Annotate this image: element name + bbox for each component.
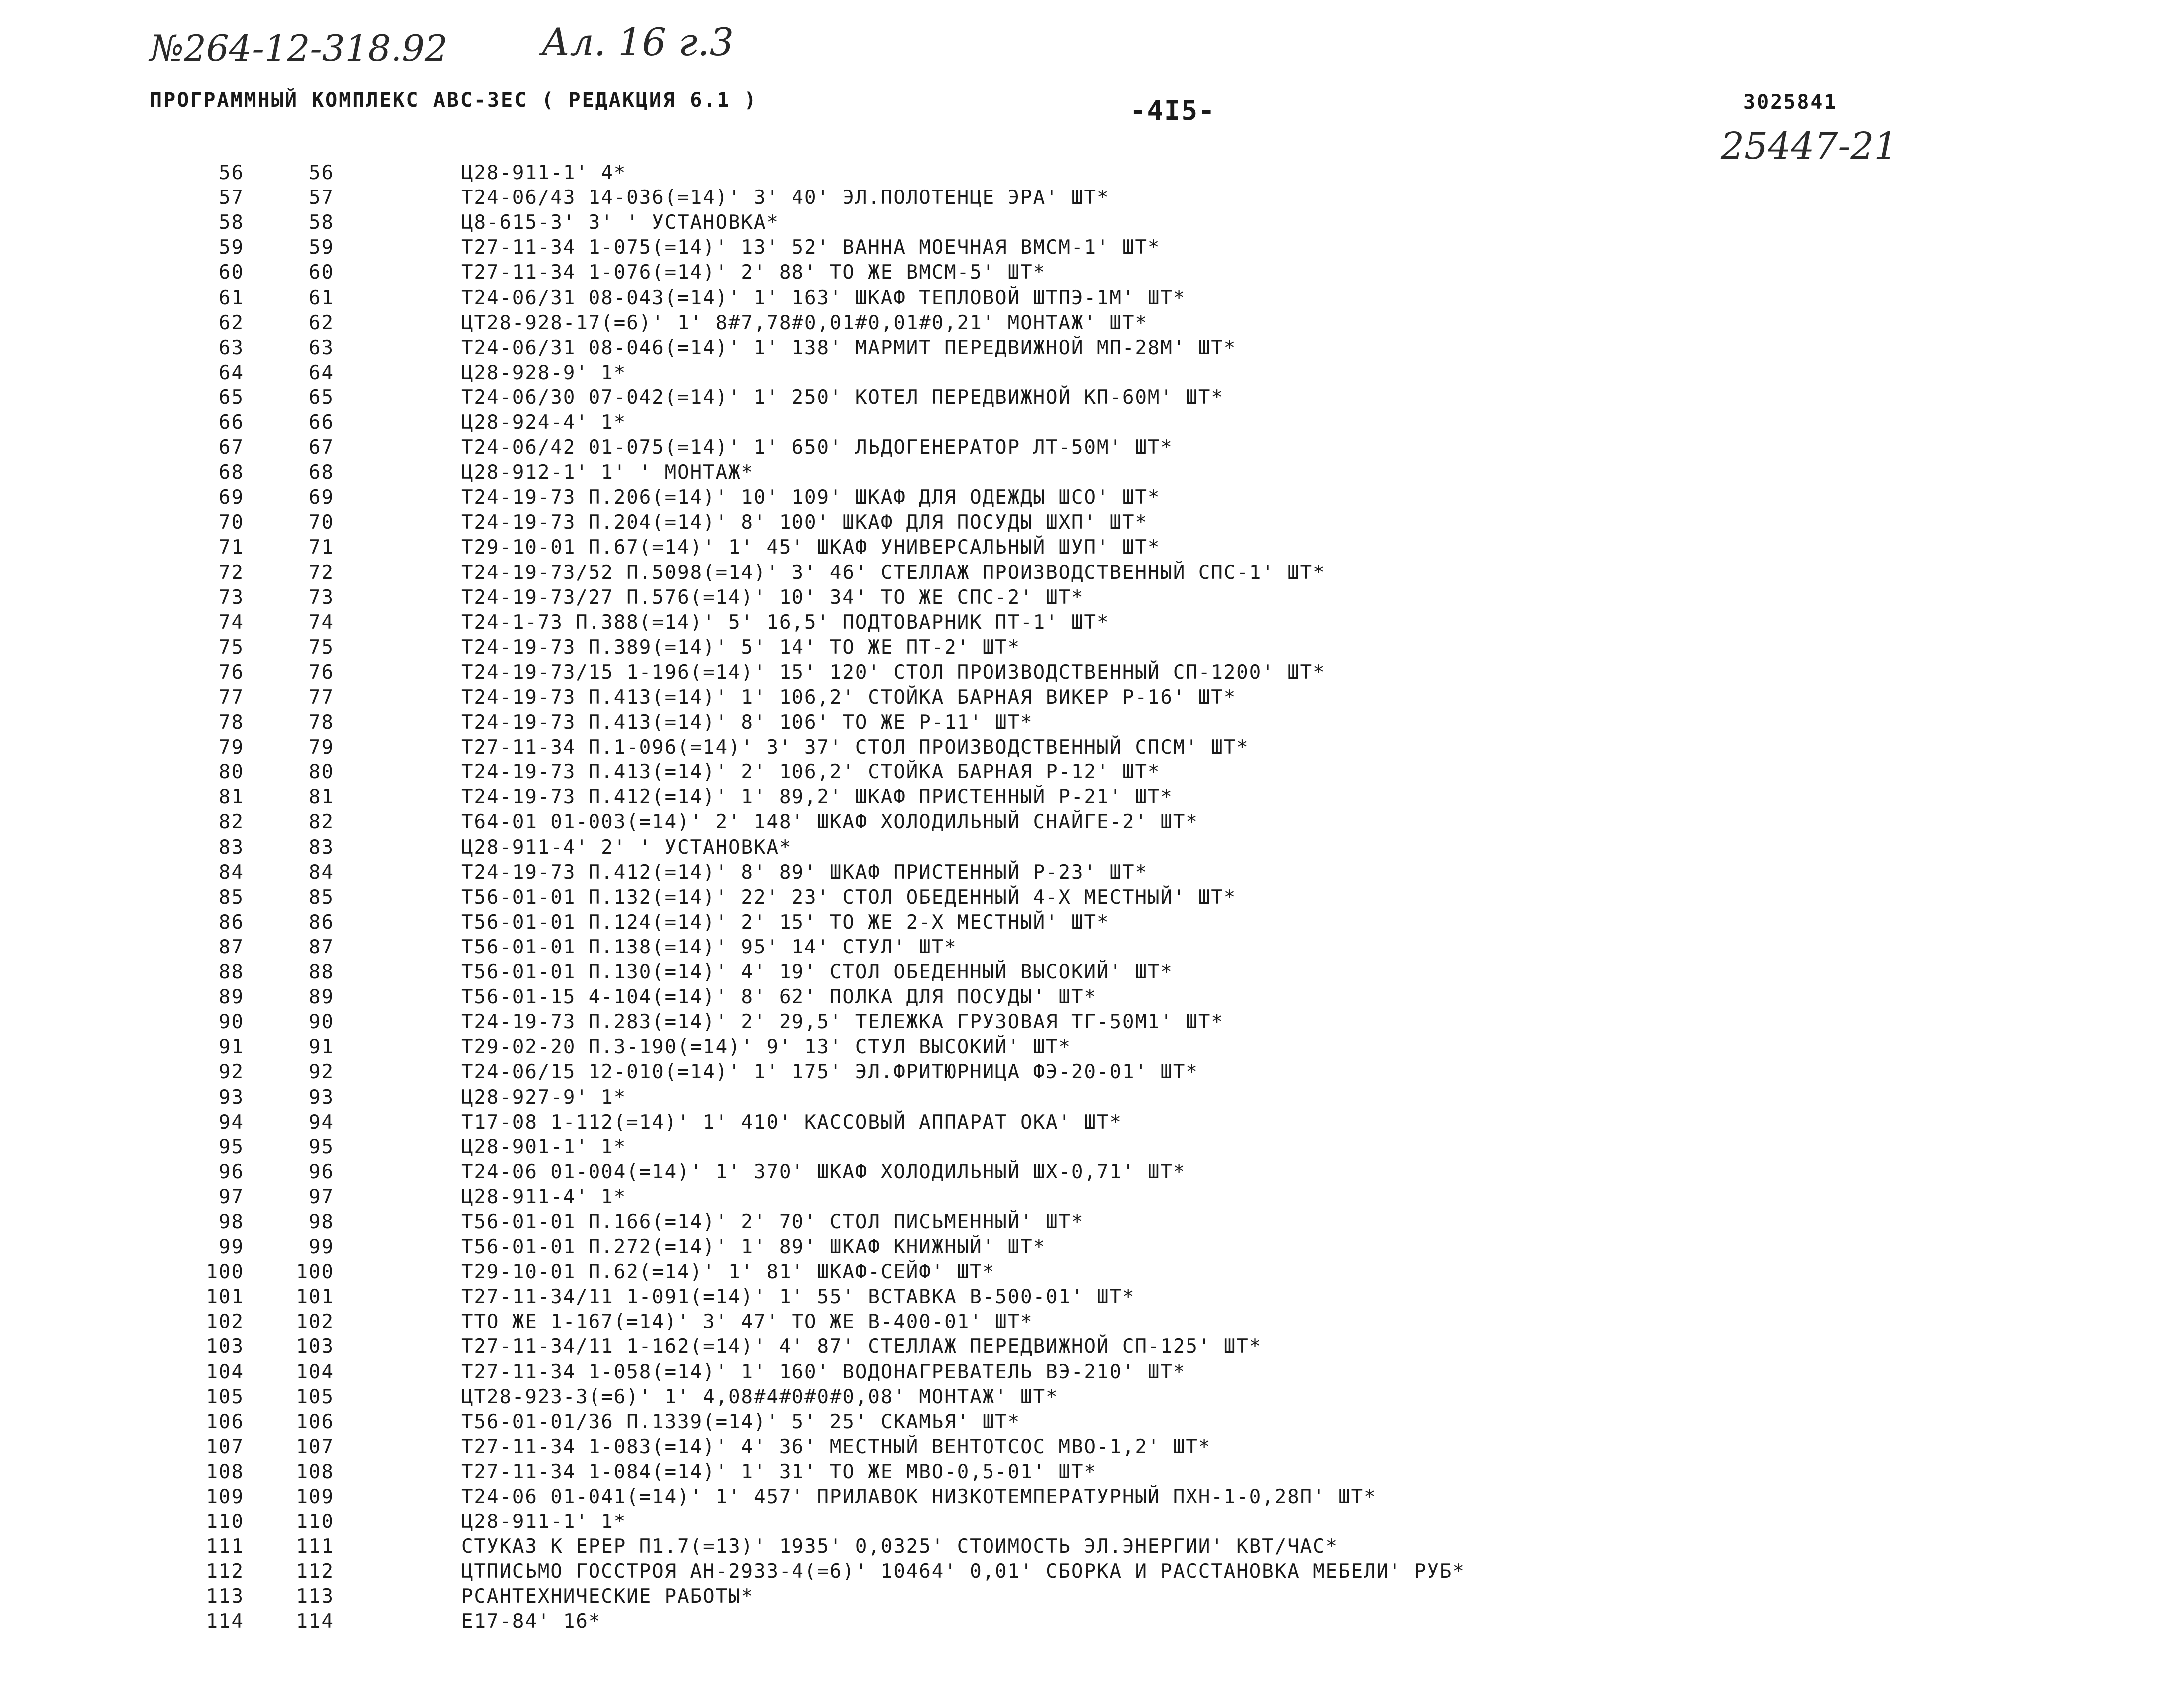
row-text: Т27-11-34 1-075(=14)' 13' 52' ВАННА МОЕЧНАЯ ВМСМ-1' ШТ* bbox=[461, 236, 1161, 259]
row-number-repeat: 81 bbox=[309, 786, 334, 809]
handwritten-code: 25447-21 bbox=[1721, 125, 1898, 168]
row-number: 73 bbox=[219, 586, 244, 609]
row-text: Т24-19-73 П.413(=14)' 8' 106' ТО ЖЕ Р-11' ШТ* bbox=[461, 711, 1033, 734]
table-row bbox=[199, 210, 2145, 235]
row-number-repeat: 112 bbox=[296, 1560, 334, 1583]
row-number: 100 bbox=[206, 1261, 244, 1284]
row-number-repeat: 113 bbox=[296, 1585, 334, 1608]
row-number-repeat: 98 bbox=[309, 1210, 334, 1233]
row-number-repeat: 78 bbox=[309, 711, 334, 734]
table-row bbox=[199, 510, 2145, 535]
row-number-repeat: 108 bbox=[296, 1460, 334, 1483]
table-row bbox=[199, 1110, 2145, 1135]
row-number: 98 bbox=[219, 1210, 244, 1233]
row-text: Т27-11-34 П.1-096(=14)' 3' 37' СТОЛ ПРОИЗВОДСТВЕННЫЙ СПСМ' ШТ* bbox=[461, 736, 1249, 759]
row-number-repeat: 58 bbox=[309, 211, 334, 234]
row-text: Т56-01-01 П.138(=14)' 95' 14' СТУЛ' ШТ* bbox=[461, 936, 957, 958]
table-row bbox=[199, 285, 2145, 310]
row-text: СТУКАЗ К ЕРЕР П1.7(=13)' 1935' 0,0325' СТОИМОСТЬ ЭЛ.ЭНЕРГИИ' КВТ/ЧАС* bbox=[461, 1535, 1339, 1558]
row-number-repeat: 104 bbox=[296, 1360, 334, 1383]
row-number: 93 bbox=[219, 1086, 244, 1109]
row-number: 66 bbox=[219, 411, 244, 434]
row-number: 99 bbox=[219, 1236, 244, 1259]
table-row bbox=[199, 561, 2145, 585]
row-number: 104 bbox=[206, 1360, 244, 1383]
row-number: 78 bbox=[219, 711, 244, 734]
row-number: 105 bbox=[206, 1385, 244, 1408]
row-number: 114 bbox=[206, 1610, 244, 1633]
table-row bbox=[199, 885, 2145, 910]
row-text: Т56-01-01 П.124(=14)' 2' 15' ТО ЖЕ 2-Х МЕСТНЫЙ' ШТ* bbox=[461, 911, 1110, 934]
row-number: 84 bbox=[219, 861, 244, 884]
table-row bbox=[199, 960, 2145, 985]
row-number: 82 bbox=[219, 811, 244, 834]
table-row bbox=[199, 860, 2145, 885]
table-row bbox=[199, 610, 2145, 635]
row-text: Ц28-911-1' 1* bbox=[461, 1511, 627, 1533]
row-number-repeat: 110 bbox=[296, 1511, 334, 1533]
row-text: Ц28-911-1' 4* bbox=[461, 162, 627, 185]
table-row bbox=[199, 735, 2145, 760]
row-number-repeat: 72 bbox=[309, 561, 334, 584]
row-text: Т27-11-34 1-084(=14)' 1' 31' ТО ЖЕ МВО-0,5-01' ШТ* bbox=[461, 1460, 1097, 1483]
row-text: ЦТ28-923-3(=6)' 1' 4,08#4#0#0#0,08' МОНТАЖ' ШТ* bbox=[461, 1385, 1059, 1408]
table-row bbox=[199, 460, 2145, 485]
row-number-repeat: 71 bbox=[309, 536, 334, 559]
row-text: Т27-11-34/11 1-091(=14)' 1' 55' ВСТАВКА В-500-01' ШТ* bbox=[461, 1286, 1135, 1309]
row-number: 80 bbox=[219, 761, 244, 784]
row-number: 96 bbox=[219, 1160, 244, 1183]
row-number: 111 bbox=[206, 1535, 244, 1558]
row-number-repeat: 85 bbox=[309, 886, 334, 909]
table-row bbox=[199, 635, 2145, 660]
row-number-repeat: 99 bbox=[309, 1236, 334, 1259]
row-number-repeat: 83 bbox=[309, 836, 334, 859]
row-number-repeat: 94 bbox=[309, 1111, 334, 1134]
row-number: 92 bbox=[219, 1061, 244, 1084]
row-text: Т24-19-73 П.204(=14)' 8' 100' ШКАФ ДЛЯ ПОСУДЫ ШХП' ШТ* bbox=[461, 511, 1148, 534]
row-text: Т24-19-73 П.413(=14)' 2' 106,2' СТОЙКА БАРНАЯ Р-12' ШТ* bbox=[461, 761, 1161, 784]
row-text: Т24-19-73 П.206(=14)' 10' 109' ШКАФ ДЛЯ ОДЕЖДЫ ШСО' ШТ* bbox=[461, 486, 1161, 509]
table-row bbox=[199, 660, 2145, 685]
row-number: 112 bbox=[206, 1560, 244, 1583]
row-text: Т24-06/31 08-043(=14)' 1' 163' ШКАФ ТЕПЛОВОЙ ШТПЭ-1М' ШТ* bbox=[461, 286, 1186, 309]
row-text: РСАНТЕХНИЧЕСКИЕ РАБОТЫ* bbox=[461, 1585, 754, 1608]
row-number: 74 bbox=[219, 611, 244, 634]
row-text: Т24-19-73 П.389(=14)' 5' 14' ТО ЖЕ ПТ-2' ШТ* bbox=[461, 636, 1021, 659]
row-text: Т27-11-34 1-083(=14)' 4' 36' МЕСТНЫЙ ВЕНТОТСОС МВО-1,2' ШТ* bbox=[461, 1435, 1211, 1458]
row-text: Т29-10-01 П.67(=14)' 1' 45' ШКАФ УНИВЕРСАЛЬНЫЙ ШУП' ШТ* bbox=[461, 536, 1161, 559]
table-row bbox=[199, 1609, 2145, 1634]
row-number-repeat: 93 bbox=[309, 1086, 334, 1109]
program-title: ПРОГРАММНЫЙ КОМПЛЕКС АВС-3ЕС ( РЕДАКЦИЯ 6.1 ) bbox=[150, 89, 758, 112]
row-number: 72 bbox=[219, 561, 244, 584]
row-text: Т29-02-20 П.3-190(=14)' 9' 13' СТУЛ ВЫСОКИЙ' ШТ* bbox=[461, 1036, 1072, 1059]
row-text: Т24-19-73/27 П.576(=14)' 10' 34' ТО ЖЕ СПС-2' ШТ* bbox=[461, 586, 1084, 609]
table-row bbox=[199, 1385, 2145, 1410]
row-number: 63 bbox=[219, 336, 244, 359]
handwritten-sheet-mark: Ал. 16 г.3 bbox=[541, 20, 734, 64]
row-number-repeat: 87 bbox=[309, 936, 334, 958]
row-number-repeat: 86 bbox=[309, 911, 334, 934]
row-text: Ц28-911-4' 1* bbox=[461, 1185, 627, 1208]
row-text: Т24-19-73 П.412(=14)' 1' 89,2' ШКАФ ПРИСТЕННЫЙ Р-21' ШТ* bbox=[461, 786, 1173, 809]
row-number-repeat: 109 bbox=[296, 1486, 334, 1509]
row-number: 109 bbox=[206, 1486, 244, 1509]
listing-table bbox=[199, 161, 2145, 1635]
row-text: Т24-06 01-004(=14)' 1' 370' ШКАФ ХОЛОДИЛЬНЫЙ ШХ-0,71' ШТ* bbox=[461, 1160, 1186, 1183]
table-row bbox=[199, 585, 2145, 610]
table-row bbox=[199, 1160, 2145, 1185]
row-text: Т24-19-73 П.283(=14)' 2' 29,5' ТЕЛЕЖКА ГРУЗОВАЯ ТГ-50М1' ШТ* bbox=[461, 1011, 1224, 1034]
row-text: ЦТ28-928-17(=6)' 1' 8#7,78#0,01#0,01#0,21' МОНТАЖ' ШТ* bbox=[461, 311, 1148, 334]
table-row bbox=[199, 1534, 2145, 1559]
row-number-repeat: 103 bbox=[296, 1335, 334, 1358]
row-number: 89 bbox=[219, 986, 244, 1009]
row-number-repeat: 74 bbox=[309, 611, 334, 634]
table-row bbox=[199, 810, 2145, 835]
table-row bbox=[199, 1210, 2145, 1235]
row-number: 57 bbox=[219, 187, 244, 209]
row-number-repeat: 82 bbox=[309, 811, 334, 834]
row-number: 94 bbox=[219, 1111, 244, 1134]
table-row bbox=[199, 1035, 2145, 1060]
table-row bbox=[199, 485, 2145, 510]
row-text: Т24-19-73 П.413(=14)' 1' 106,2' СТОЙКА БАРНАЯ ВИКЕР Р-16' ШТ* bbox=[461, 686, 1237, 709]
row-number-repeat: 75 bbox=[309, 636, 334, 659]
row-number-repeat: 67 bbox=[309, 436, 334, 459]
row-number-repeat: 66 bbox=[309, 411, 334, 434]
table-row bbox=[199, 336, 2145, 361]
row-number: 110 bbox=[206, 1511, 244, 1533]
row-number-repeat: 114 bbox=[296, 1610, 334, 1633]
row-number-repeat: 77 bbox=[309, 686, 334, 709]
table-row bbox=[199, 311, 2145, 336]
row-number-repeat: 95 bbox=[309, 1136, 334, 1158]
row-text: Т56-01-01 П.132(=14)' 22' 23' СТОЛ ОБЕДЕННЫЙ 4-Х МЕСТНЫЙ' ШТ* bbox=[461, 886, 1237, 909]
table-row bbox=[199, 1135, 2145, 1160]
row-number: 68 bbox=[219, 461, 244, 484]
row-number: 69 bbox=[219, 486, 244, 509]
row-number: 76 bbox=[219, 661, 244, 684]
row-number: 88 bbox=[219, 961, 244, 984]
table-row bbox=[199, 710, 2145, 735]
row-number: 95 bbox=[219, 1136, 244, 1158]
table-row bbox=[199, 785, 2145, 810]
table-row bbox=[199, 1334, 2145, 1359]
document-code: 3025841 bbox=[1743, 91, 1838, 114]
table-row bbox=[199, 760, 2145, 785]
row-number-repeat: 90 bbox=[309, 1011, 334, 1034]
row-number-repeat: 84 bbox=[309, 861, 334, 884]
table-row bbox=[199, 535, 2145, 560]
row-text: Т56-01-01 П.272(=14)' 1' 89' ШКАФ КНИЖНЫЙ' ШТ* bbox=[461, 1236, 1046, 1259]
row-number-repeat: 101 bbox=[296, 1286, 334, 1309]
table-row bbox=[199, 1510, 2145, 1534]
table-row bbox=[199, 1285, 2145, 1310]
row-number: 97 bbox=[219, 1185, 244, 1208]
row-text: Т24-06/15 12-010(=14)' 1' 175' ЭЛ.ФРИТЮРНИЦА ФЭ-20-01' ШТ* bbox=[461, 1061, 1198, 1084]
row-text: Т27-11-34 1-058(=14)' 1' 160' ВОДОНАГРЕВАТЕЛЬ ВЭ-210' ШТ* bbox=[461, 1360, 1186, 1383]
table-row bbox=[199, 910, 2145, 935]
row-number-repeat: 111 bbox=[296, 1535, 334, 1558]
row-number: 103 bbox=[206, 1335, 244, 1358]
row-text: Т24-06/42 01-075(=14)' 1' 650' ЛЬДОГЕНЕРАТОР ЛТ-50М' ШТ* bbox=[461, 436, 1173, 459]
row-number: 108 bbox=[206, 1460, 244, 1483]
row-text: Ц28-911-4' 2' ' УСТАНОВКА* bbox=[461, 836, 792, 859]
row-number: 61 bbox=[219, 286, 244, 309]
row-number: 75 bbox=[219, 636, 244, 659]
table-row bbox=[199, 385, 2145, 410]
table-row bbox=[199, 1235, 2145, 1260]
row-number-repeat: 61 bbox=[309, 286, 334, 309]
row-number: 113 bbox=[206, 1585, 244, 1608]
row-number-repeat: 79 bbox=[309, 736, 334, 759]
row-text: Ц28-928-9' 1* bbox=[461, 361, 627, 384]
row-number-repeat: 65 bbox=[309, 386, 334, 409]
row-text: Т24-19-73/15 1-196(=14)' 15' 120' СТОЛ ПРОИЗВОДСТВЕННЫЙ СП-1200' ШТ* bbox=[461, 661, 1326, 684]
row-number-repeat: 60 bbox=[309, 261, 334, 284]
row-number-repeat: 102 bbox=[296, 1311, 334, 1333]
table-row bbox=[199, 186, 2145, 210]
row-number: 71 bbox=[219, 536, 244, 559]
row-number: 62 bbox=[219, 311, 244, 334]
row-number: 79 bbox=[219, 736, 244, 759]
row-number: 102 bbox=[206, 1311, 244, 1333]
table-row bbox=[199, 1584, 2145, 1609]
row-number-repeat: 70 bbox=[309, 511, 334, 534]
table-row bbox=[199, 361, 2145, 385]
row-text: Т24-19-73/52 П.5098(=14)' 3' 46' СТЕЛЛАЖ ПРОИЗВОДСТВЕННЫЙ СПС-1' ШТ* bbox=[461, 561, 1326, 584]
row-number-repeat: 106 bbox=[296, 1410, 334, 1433]
row-text: Т24-1-73 П.388(=14)' 5' 16,5' ПОДТОВАРНИК ПТ-1' ШТ* bbox=[461, 611, 1110, 634]
handwritten-document-number: №264-12-318.92 bbox=[150, 27, 448, 69]
row-text: Т64-01 01-003(=14)' 2' 148' ШКАФ ХОЛОДИЛЬНЫЙ СНАЙГЕ-2' ШТ* bbox=[461, 811, 1198, 834]
table-row bbox=[199, 410, 2145, 435]
row-number-repeat: 56 bbox=[309, 162, 334, 185]
row-text: ТТО ЖЕ 1-167(=14)' 3' 47' ТО ЖЕ В-400-01' ШТ* bbox=[461, 1311, 1033, 1333]
table-row bbox=[199, 1060, 2145, 1085]
row-number-repeat: 88 bbox=[309, 961, 334, 984]
row-text: Т24-06/43 14-036(=14)' 3' 40' ЭЛ.ПОЛОТЕНЦЕ ЭРА' ШТ* bbox=[461, 187, 1110, 209]
row-number-repeat: 59 bbox=[309, 236, 334, 259]
row-number-repeat: 105 bbox=[296, 1385, 334, 1408]
row-text: Т27-11-34 1-076(=14)' 2' 88' ТО ЖЕ ВМСМ-5' ШТ* bbox=[461, 261, 1046, 284]
table-row bbox=[199, 1185, 2145, 1210]
table-row bbox=[199, 235, 2145, 260]
row-number-repeat: 57 bbox=[309, 187, 334, 209]
table-row bbox=[199, 1310, 2145, 1334]
table-row bbox=[199, 1485, 2145, 1510]
table-row bbox=[199, 435, 2145, 460]
table-row bbox=[199, 1435, 2145, 1460]
row-number-repeat: 107 bbox=[296, 1435, 334, 1458]
row-number: 107 bbox=[206, 1435, 244, 1458]
table-row bbox=[199, 260, 2145, 285]
row-number: 77 bbox=[219, 686, 244, 709]
row-number: 67 bbox=[219, 436, 244, 459]
row-text: Т17-08 1-112(=14)' 1' 410' КАССОВЫЙ АППАРАТ ОКА' ШТ* bbox=[461, 1111, 1122, 1134]
row-number-repeat: 97 bbox=[309, 1185, 334, 1208]
row-number-repeat: 89 bbox=[309, 986, 334, 1009]
row-text: Т56-01-01 П.130(=14)' 4' 19' СТОЛ ОБЕДЕННЫЙ ВЫСОКИЙ' ШТ* bbox=[461, 961, 1173, 984]
row-number: 101 bbox=[206, 1286, 244, 1309]
row-number: 64 bbox=[219, 361, 244, 384]
row-number-repeat: 73 bbox=[309, 586, 334, 609]
row-text: Ц28-912-1' 1' ' МОНТАЖ* bbox=[461, 461, 754, 484]
row-number-repeat: 68 bbox=[309, 461, 334, 484]
row-text: Т56-01-15 4-104(=14)' 8' 62' ПОЛКА ДЛЯ ПОСУДЫ' ШТ* bbox=[461, 986, 1097, 1009]
row-number-repeat: 69 bbox=[309, 486, 334, 509]
row-number-repeat: 91 bbox=[309, 1036, 334, 1059]
row-number: 106 bbox=[206, 1410, 244, 1433]
row-text: Т56-01-01/36 П.1339(=14)' 5' 25' СКАМЬЯ' ШТ* bbox=[461, 1410, 1021, 1433]
row-number: 90 bbox=[219, 1011, 244, 1034]
table-row bbox=[199, 1460, 2145, 1485]
table-row bbox=[199, 1085, 2145, 1110]
table-row bbox=[199, 985, 2145, 1010]
table-row bbox=[199, 1559, 2145, 1584]
row-number-repeat: 63 bbox=[309, 336, 334, 359]
row-text: Т24-06/30 07-042(=14)' 1' 250' КОТЕЛ ПЕРЕДВИЖНОЙ КП-60М' ШТ* bbox=[461, 386, 1224, 409]
row-number: 65 bbox=[219, 386, 244, 409]
row-text: Т24-19-73 П.412(=14)' 8' 89' ШКАФ ПРИСТЕННЫЙ Р-23' ШТ* bbox=[461, 861, 1148, 884]
row-text: ЦТПИСЬМО ГОССТРОЯ АН-2933-4(=6)' 10464' 0,01' СБОРКА И РАССТАНОВКА МЕБЕЛИ' РУБ* bbox=[461, 1560, 1465, 1583]
table-row bbox=[199, 1010, 2145, 1035]
row-number-repeat: 64 bbox=[309, 361, 334, 384]
row-number: 58 bbox=[219, 211, 244, 234]
row-text: Е17-84' 16* bbox=[461, 1610, 601, 1633]
table-row bbox=[199, 835, 2145, 860]
row-number-repeat: 96 bbox=[309, 1160, 334, 1183]
row-text: Т29-10-01 П.62(=14)' 1' 81' ШКАФ-СЕЙФ' ШТ* bbox=[461, 1261, 995, 1284]
row-number-repeat: 92 bbox=[309, 1061, 334, 1084]
row-text: Ц28-901-1' 1* bbox=[461, 1136, 627, 1158]
table-row bbox=[199, 935, 2145, 960]
row-number: 81 bbox=[219, 786, 244, 809]
row-number: 56 bbox=[219, 162, 244, 185]
page-number: -4I5- bbox=[1130, 95, 1216, 126]
row-text: Т56-01-01 П.166(=14)' 2' 70' СТОЛ ПИСЬМЕННЫЙ' ШТ* bbox=[461, 1210, 1084, 1233]
row-text: Т27-11-34/11 1-162(=14)' 4' 87' СТЕЛЛАЖ ПЕРЕДВИЖНОЙ СП-125' ШТ* bbox=[461, 1335, 1262, 1358]
row-text: Ц8-615-3' 3' ' УСТАНОВКА* bbox=[461, 211, 779, 234]
row-number: 86 bbox=[219, 911, 244, 934]
row-number-repeat: 100 bbox=[296, 1261, 334, 1284]
row-number: 91 bbox=[219, 1036, 244, 1059]
row-number: 60 bbox=[219, 261, 244, 284]
row-number: 70 bbox=[219, 511, 244, 534]
table-row bbox=[199, 1410, 2145, 1435]
row-number: 85 bbox=[219, 886, 244, 909]
table-row bbox=[199, 161, 2145, 186]
row-number: 83 bbox=[219, 836, 244, 859]
row-number: 59 bbox=[219, 236, 244, 259]
table-row bbox=[199, 1260, 2145, 1285]
row-text: Т24-06 01-041(=14)' 1' 457' ПРИЛАВОК НИЗКОТЕМПЕРАТУРНЫЙ ПХН-1-0,28П' ШТ* bbox=[461, 1486, 1377, 1509]
table-row bbox=[199, 685, 2145, 710]
row-number-repeat: 80 bbox=[309, 761, 334, 784]
listing-body bbox=[199, 161, 2145, 1635]
row-text: Т24-06/31 08-046(=14)' 1' 138' МАРМИТ ПЕРЕДВИЖНОЙ МП-28М' ШТ* bbox=[461, 336, 1237, 359]
row-text: Ц28-927-9' 1* bbox=[461, 1086, 627, 1109]
table-row bbox=[199, 1360, 2145, 1385]
row-text: Ц28-924-4' 1* bbox=[461, 411, 627, 434]
row-number-repeat: 62 bbox=[309, 311, 334, 334]
row-number-repeat: 76 bbox=[309, 661, 334, 684]
row-number: 87 bbox=[219, 936, 244, 958]
